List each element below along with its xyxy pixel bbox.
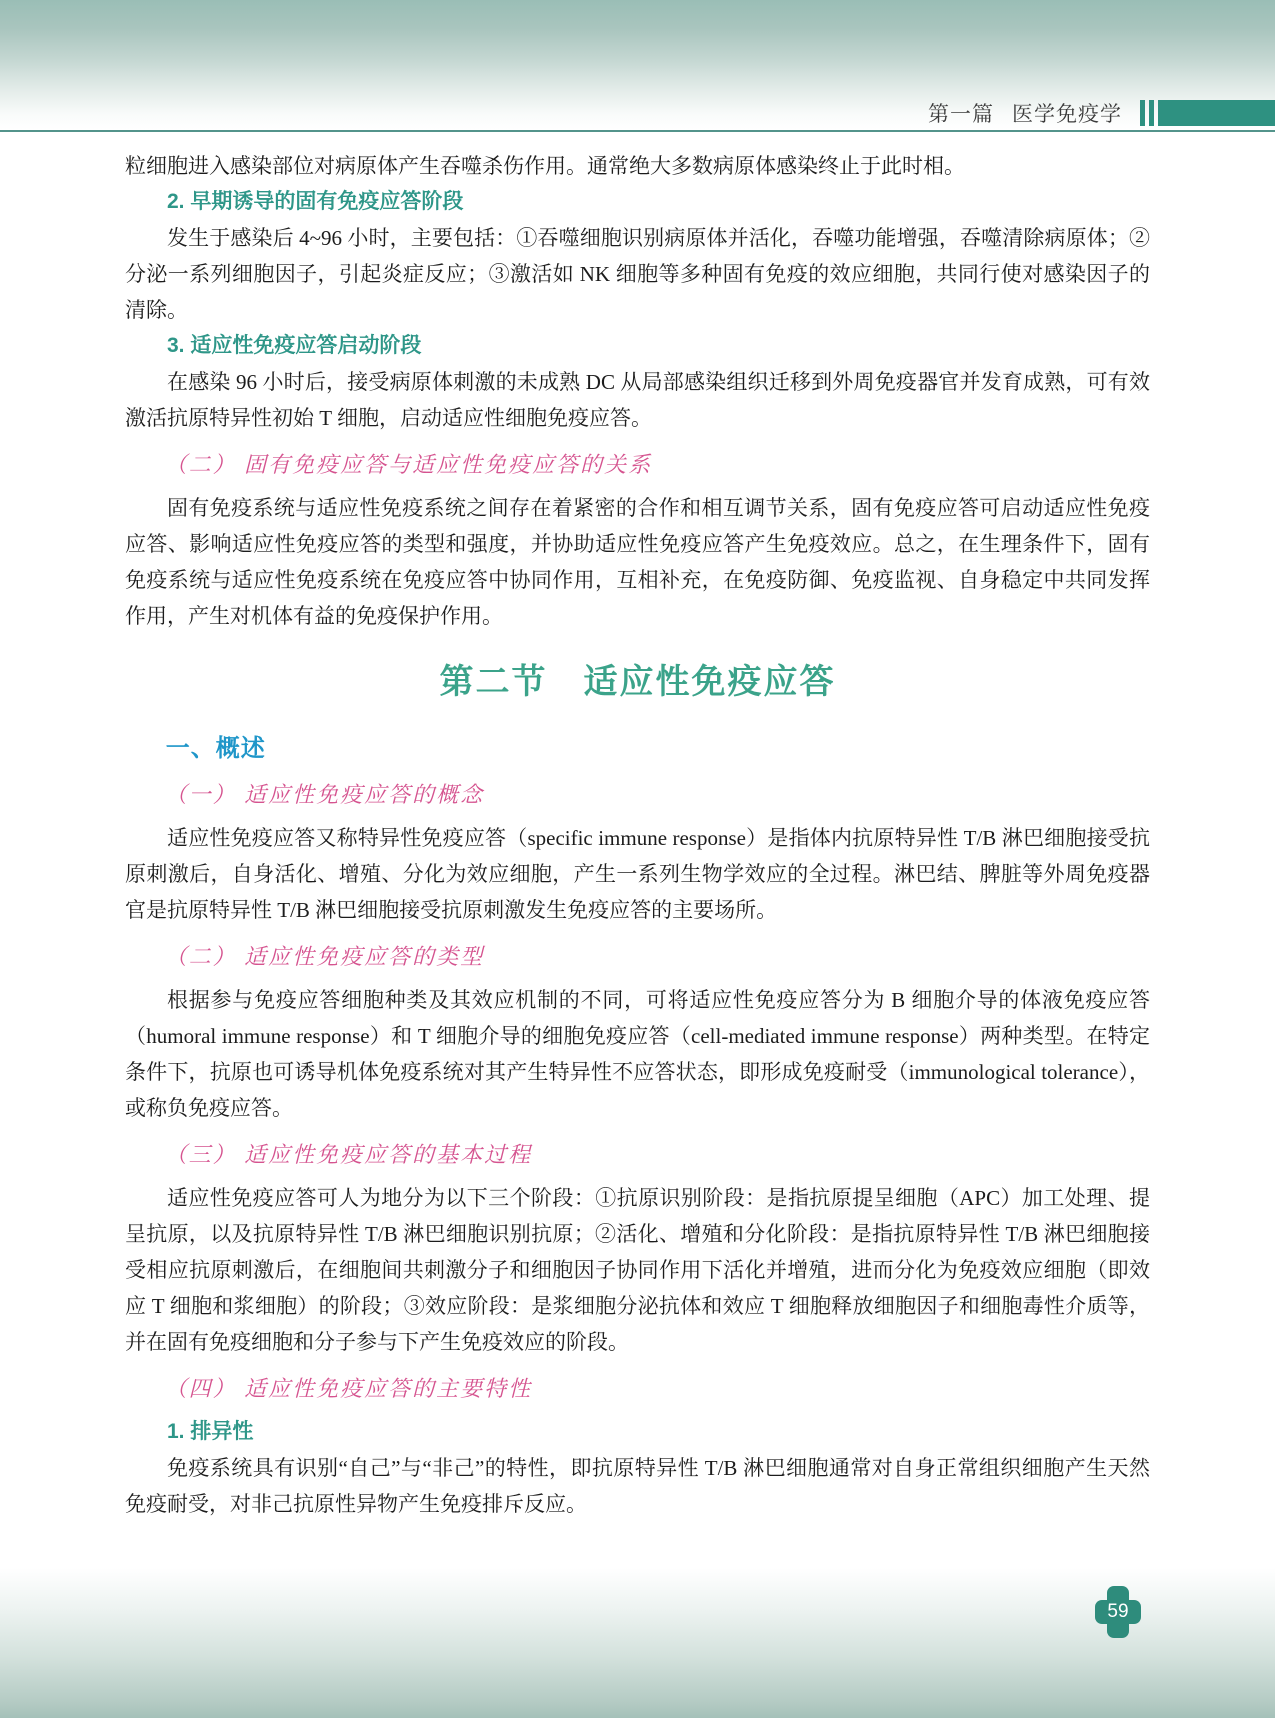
- heading-rejection: 1. 排异性: [167, 1420, 254, 1443]
- section-title-text: 适应性免疫应答: [583, 663, 836, 701]
- heading-types: （二） 适应性免疫应答的类型: [164, 944, 485, 969]
- running-header: [928, 100, 1275, 126]
- heading-stage2: 2. 早期诱导的固有免疫应答阶段: [167, 190, 464, 213]
- paragraph-stage3: 在感染 96 小时后，接受病原体刺激的未成熟 DC 从局部感染组织迁移到外周免疫器官并发育成熟，可有效激活抗原特异性初始 T 细胞，启动适应性细胞免疫应答。: [125, 370, 1150, 430]
- header-accent-block: [1158, 100, 1275, 126]
- paragraph-process: 适应性免疫应答可人为地分为以下三个阶段：①抗原识别阶段：是指抗原提呈细胞（APC）加工处理、提呈抗原，以及抗原特异性 T/B 淋巴细胞识别抗原；②活化、增殖和分化阶段：是指抗原特异性 T/B 淋巴细胞接受相应抗原刺激后，在细胞间共刺激分子和细胞因子协同作用下活化并增殖，进而分化为免疫效应细胞（即效应 T 细胞和浆细胞）的阶段；③效应阶段：是浆细胞分泌抗体和效应 T 细胞释放细胞因子和细胞毒性介质等，并在固有免疫细胞和分子参与下产生免疫效应的阶段。: [125, 1186, 1150, 1354]
- heading-process: （三） 适应性免疫应答的基本过程: [164, 1142, 533, 1167]
- heading-overview: 一、概述: [165, 735, 266, 762]
- header-accent-bar: [1149, 100, 1154, 126]
- heading-stage3: 3. 适应性免疫应答启动阶段: [167, 334, 422, 357]
- top-gradient-banner: [0, 0, 1275, 132]
- part-label: 第一篇: [928, 103, 994, 126]
- paragraph-types: 根据参与免疫应答细胞种类及其效应机制的不同，可将适应性免疫应答分为 B 细胞介导的体液免疫应答（humoral immune response）和 T 细胞介导的细胞免疫应答（cell-mediated immune response）两种类型。在特定条件下，抗原也可诱导机体免疫系统对其产生特异性不应答状态，即形成免疫耐受（immunological tolerance），或称负免疫应答。: [125, 988, 1150, 1120]
- paragraph-rejection: 免疫系统具有识别“自己”与“非己”的特性，即抗原特异性 T/B 淋巴细胞通常对自身正常组织细胞产生天然免疫耐受，对非己抗原性异物产生免疫排斥反应。: [125, 1456, 1150, 1516]
- page-body: [125, 148, 1150, 1522]
- subject-label: 医学免疫学: [1012, 103, 1122, 126]
- paragraph-relation: 固有免疫系统与适应性免疫系统之间存在着紧密的合作和相互调节关系，固有免疫应答可启动适应性免疫应答、影响适应性免疫应答的类型和强度，并协助适应性免疫应答产生免疫效应。总之，在生理条件下，固有免疫系统与适应性免疫系统在免疫应答中协同作用，互相补充，在免疫防御、免疫监视、自身稳定中共同发挥作用，产生对机体有益的免疫保护作用。: [125, 496, 1150, 628]
- paragraph-concept: 适应性免疫应答又称特异性免疫应答（specific immune response）是指体内抗原特异性 T/B 淋巴细胞接受抗原刺激后，自身活化、增殖、分化为效应细胞，产生一系列生物学效应的全过程。淋巴结、脾脏等外周免疫器官是抗原特异性 T/B 淋巴细胞接受抗原刺激发生免疫应答的主要场所。: [125, 826, 1150, 922]
- page-number: 59: [1107, 1601, 1129, 1622]
- heading-concept: （一） 适应性免疫应答的概念: [164, 782, 485, 807]
- section-number: 第二节: [439, 663, 548, 701]
- paragraph-stage2: 发生于感染后 4~96 小时，主要包括：①吞噬细胞识别病原体并活化，吞噬功能增强，吞噬清除病原体；②分泌一系列细胞因子，引起炎症反应；③激活如 NK 细胞等多种固有免疫的效应细胞，共同行使对感染因子的清除。: [125, 226, 1150, 322]
- page-number-cross-icon: [1095, 1586, 1141, 1638]
- paragraph-continuation: 粒细胞进入感染部位对病原体产生吞噬杀伤作用。通常绝大多数病原体感染终止于此时相。: [125, 154, 965, 178]
- running-header-text: [928, 98, 1122, 128]
- bottom-gradient-banner: [0, 1568, 1275, 1718]
- header-accent-bar: [1140, 100, 1145, 126]
- heading-features: （四） 适应性免疫应答的主要特性: [164, 1376, 533, 1401]
- heading-relation: （二） 固有免疫应答与适应性免疫应答的关系: [164, 452, 653, 477]
- section-title: [125, 658, 1150, 706]
